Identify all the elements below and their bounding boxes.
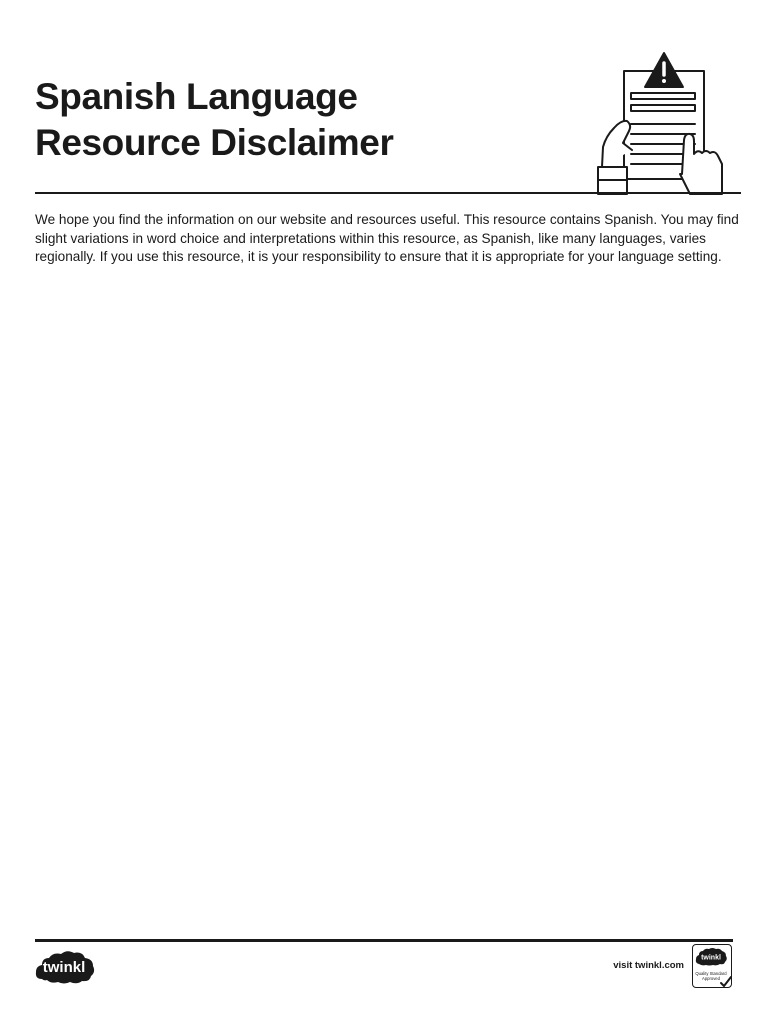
quality-badge: [692, 944, 732, 988]
badge-logo: [695, 947, 728, 967]
badge-logo-text: twinkl: [701, 954, 721, 962]
badge-line-1: Quality Standard: [695, 971, 727, 976]
logo-text: twinkl: [42, 959, 86, 976]
disclaimer-paragraph: We hope you find the information on our website and resources useful. This resource contains Spanish. You may find slight variations in word choice and interpretations within this resource, as Spanish, like many languages, varies regionally. If you use this resource, it is your responsibility to ensure that it is appropriate for your language setting.: [35, 212, 739, 264]
document-warning-icon: [594, 50, 726, 196]
header-divider: [35, 192, 741, 194]
title-line-2: Resource Disclaimer: [35, 122, 394, 163]
page-title: [35, 74, 393, 166]
checkmark-icon: [719, 975, 733, 989]
twinkl-logo[interactable]: [34, 948, 96, 986]
footer-divider: [35, 939, 733, 942]
badge-line-2: Approved: [702, 976, 720, 981]
title-line-1: Spanish Language: [35, 76, 358, 117]
visit-link[interactable]: visit twinkl.com: [613, 960, 684, 971]
